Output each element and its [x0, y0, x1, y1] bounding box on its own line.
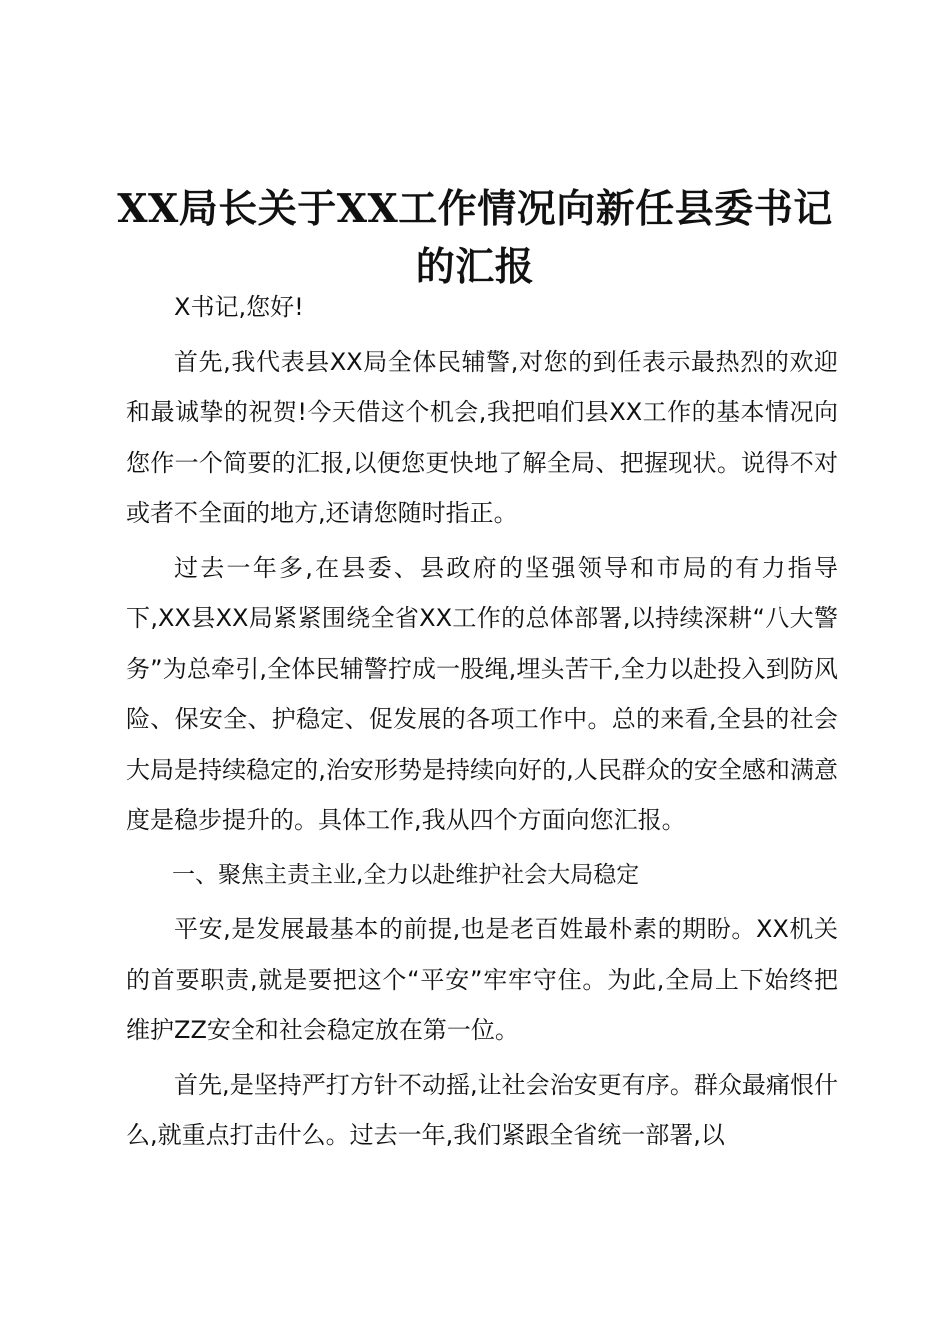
paragraph-safety: 平安,是发展最基本的前提,也是老百姓最朴素的期盼。XX机关的首要职责,就是要把这个“平安”牢牢守住。为此,全局上下始终把维护ZZ安全和社会稳定放在第一位。 — [126, 915, 838, 1044]
document-body — [126, 282, 838, 1161]
paragraph-crackdown: 首先,是坚持严打方针不动摇,让社会治安更有序。群众最痛恨什么,就重点打击什么。过去一年,我们紧跟全省统一部署,以 — [126, 1070, 838, 1149]
section-heading: 一、聚焦主责主业,全力以赴维护社会大局稳定 — [172, 861, 640, 888]
salutation: X书记,您好! — [174, 293, 304, 321]
document-title: XX局长关于XX工作情况向新任县委书记的汇报 — [117, 186, 833, 290]
paragraph-intro: 首先,我代表县XX局全体民辅警,对您的到任表示最热烈的欢迎和最诚挚的祝贺!今天借这个机会,我把咱们县XX工作的基本情况向您作一个简要的汇报,以便您更快地了解全局、把握现状。说得不对或者不全面的地方,还请您随时指正。 — [126, 347, 838, 527]
paragraph-overview: 过去一年多,在县委、县政府的坚强领导和市局的有力指导下,XX县XX局紧紧围绕全省XX工作的总体部署,以持续深耕“八大警务”为总牵引,全体民辅警拧成一股绳,埋头苦干,全力以赴投入到防风险、保安全、护稳定、促发展的各项工作中。总的来看,全县的社会大局是持续稳定的,治安形势是持续向好的,人民群众的安全感和满意度是稳步提升的。具体工作,我从四个方面向您汇报。 — [126, 553, 838, 834]
